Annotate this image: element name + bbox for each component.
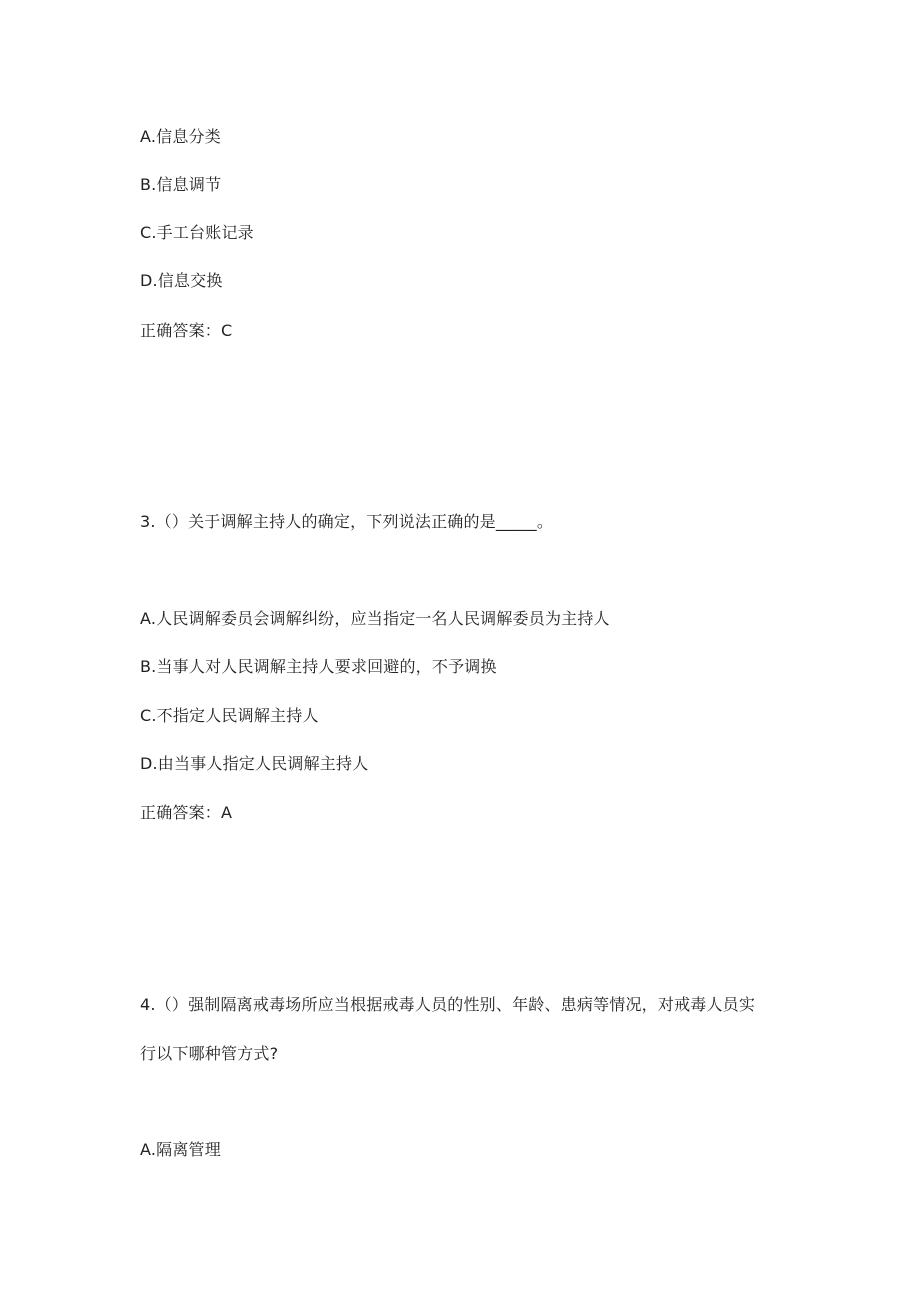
q3-question: 3.（）关于调解主持人的确定，下列说法正确的是_____。: [140, 512, 554, 531]
q4-question-line-2: 行以下哪种管方式?: [140, 1044, 279, 1063]
q3-option-b: B.当事人对人民调解主持人要求回避的，不予调换: [140, 657, 497, 676]
q2-option-d: D.信息交换: [140, 271, 223, 290]
q3-answer: 正确答案：A: [140, 803, 233, 822]
q4-option-a: A.隔离管理: [140, 1140, 221, 1159]
q3-option-c: C.不指定人民调解主持人: [140, 706, 319, 725]
q2-option-a: A.信息分类: [140, 127, 221, 146]
q4-question-line-1: 4.（）强制隔离戒毒场所应当根据戒毒人员的性别、年龄、患病等情况，对戒毒人员实: [140, 995, 756, 1014]
q2-option-b: B.信息调节: [140, 175, 222, 194]
q2-answer: 正确答案：C: [140, 321, 233, 340]
q3-option-d: D.由当事人指定人民调解主持人: [140, 754, 369, 773]
q2-option-c: C.手工台账记录: [140, 223, 254, 242]
q3-option-a: A.人民调解委员会调解纠纷，应当指定一名人民调解委员为主持人: [140, 609, 610, 628]
